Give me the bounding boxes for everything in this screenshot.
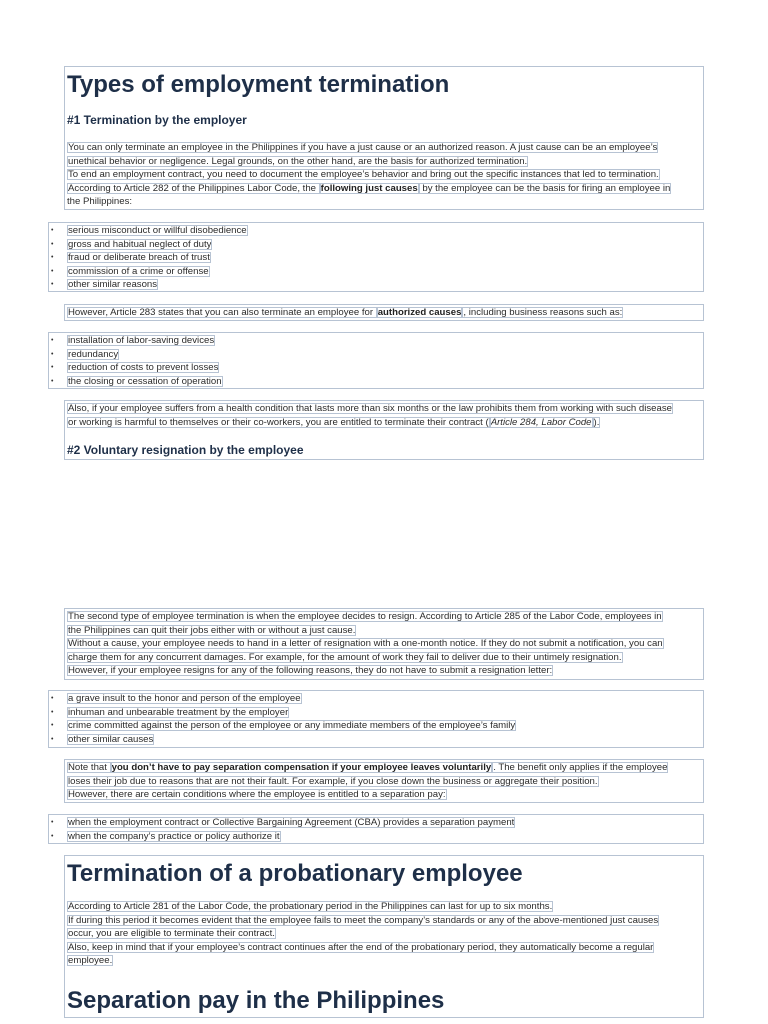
health-line: Also, if your employee suffers from a health condition that lasts more than six months or the law prohibits them from working with such disease bbox=[68, 403, 672, 414]
list-item: • gross and habitual neglect of duty bbox=[51, 238, 212, 250]
note-line3: However, there are certain conditions where the employee is entitled to a separation pay: bbox=[68, 789, 446, 801]
resign-line: The second type of employee termination is when the employee decides to resign. According to Article 285 of the Labor Code, employees in bbox=[68, 611, 662, 622]
intro-block bbox=[64, 66, 704, 210]
list-item: • a grave insult to the honor and person of the employee bbox=[51, 693, 301, 704]
list-item: • reduction of costs to prevent losses bbox=[51, 362, 219, 374]
resign-line: However, if your employee resigns for any of the following reasons, they do not have to submit a resignation letter: bbox=[68, 665, 553, 677]
separation-conditions-list bbox=[48, 814, 704, 844]
list-item: • fraud or deliberate breach of trust bbox=[51, 252, 210, 264]
probation-line: employee. bbox=[68, 955, 113, 967]
resign-line: Without a cause, your employee needs to hand in a letter of resignation with a one-month notice. If they do not submit a notification, you can bbox=[68, 638, 663, 650]
probation-line: If during this period it becomes evident that the employee fails to meet the company’s standards or any of the above-mentioned just causes bbox=[68, 914, 659, 926]
list-item: • when the employment contract or Collective Bargaining Agreement (CBA) provides a separation payment bbox=[51, 817, 515, 828]
health-block bbox=[64, 400, 704, 460]
separation-note-block bbox=[64, 759, 704, 803]
section-title-separation-pay: Separation pay in the Philippines bbox=[67, 987, 445, 1014]
intro-line: You can only terminate an employee in the Philippines if you have a just cause or an authorized reason. A just cause can be an employee’s bbox=[68, 142, 658, 153]
list-item: • crime committed against the person of the employee or any immediate members of the employee’s family bbox=[51, 720, 516, 732]
just-causes-list bbox=[48, 222, 704, 292]
probationary-block bbox=[64, 855, 704, 1018]
intro-line: unethical behavior or negligence. Legal grounds, on the other hand, are the basis for authorized termination. bbox=[68, 155, 528, 167]
list-item: • the closing or cessation of operation bbox=[51, 375, 222, 387]
article-282-line: According to Article 282 of the Philippines Labor Code, the following just causes by the employee can be the basis for firing an employee in bbox=[68, 182, 671, 194]
resign-line: charge them for any concurrent damages. For example, for the amount of work they fail to deliver due to their untimely resignation. bbox=[68, 651, 622, 663]
list-item: • other similar causes bbox=[51, 733, 154, 745]
list-item: • commission of a crime or offense bbox=[51, 265, 209, 277]
list-item: • installation of labor-saving devices bbox=[51, 335, 215, 346]
resign-line: the Philippines can quit their jobs either with or without a just cause. bbox=[68, 624, 356, 636]
note-line2: loses their job due to reasons that are not their fault. For example, if you close down the business or aggregate their position. bbox=[68, 775, 598, 787]
section-heading-employer: #1 Termination by the employer bbox=[67, 113, 247, 127]
resignation-block bbox=[64, 608, 704, 680]
list-item: • when the company’s practice or policy authorize it bbox=[51, 830, 280, 842]
section-title-probationary: Termination of a probationary employee bbox=[67, 860, 523, 887]
note-line: Note that you don’t have to pay separation compensation if your employee leaves voluntarily . The benefit only applies if the employee bbox=[68, 762, 668, 773]
page-title: Types of employment termination bbox=[67, 71, 450, 98]
probation-line: According to Article 281 of the Labor Code, the probationary period in the Philippines can last for up to six months. bbox=[68, 901, 553, 912]
list-item: • serious misconduct or willful disobedience bbox=[51, 225, 247, 236]
article-283-block bbox=[64, 304, 704, 321]
list-item: • inhuman and unbearable treatment by the employer bbox=[51, 706, 289, 718]
health-line2: or working is harmful to themselves or their co-workers, you are entitled to terminate their contract ( Article 284, Labor Code ). bbox=[68, 416, 600, 428]
authorized-causes-list bbox=[48, 332, 704, 389]
section-heading-voluntary: #2 Voluntary resignation by the employee bbox=[67, 443, 304, 457]
list-item: • other similar reasons bbox=[51, 279, 158, 291]
probation-line: Also, keep in mind that if your employee’s contract continues after the end of the probationary period, they automatically become a regular bbox=[68, 941, 654, 953]
article-283-line: However, Article 283 states that you can also terminate an employee for authorized causes , including business reasons such as: bbox=[68, 307, 623, 318]
article-282-line2: the Philippines: bbox=[67, 196, 133, 208]
resign-reasons-list bbox=[48, 690, 704, 748]
intro-line: To end an employment contract, you need to document the employee’s behavior and bring out the specific instances that led to termination. bbox=[68, 169, 659, 181]
probation-line: occur, you are eligible to terminate their contract. bbox=[68, 928, 275, 940]
list-item: • redundancy bbox=[51, 348, 119, 360]
